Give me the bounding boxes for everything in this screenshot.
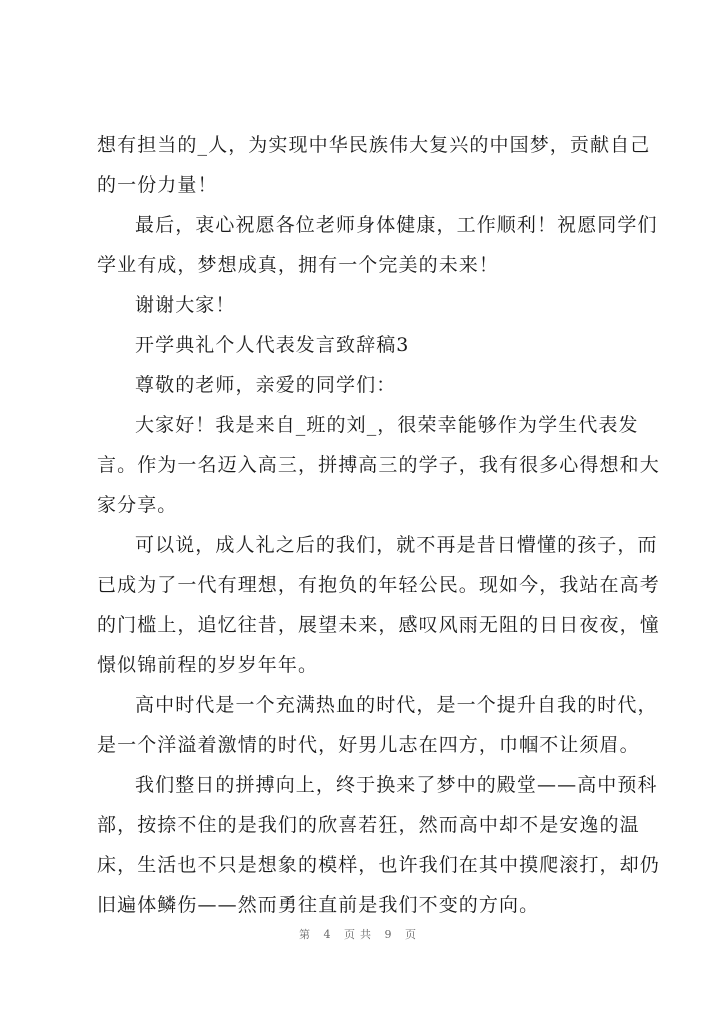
text-line: 最后，衷心祝愿各位老师身体健康，工作顺利！祝愿同学们: [135, 214, 658, 236]
text-line: 憬似锦前程的岁岁年年。: [97, 654, 319, 676]
text-line: 家分享。: [97, 494, 178, 516]
text-line: 想有担当的_人，为实现中华民族伟大复兴的中国梦，贡献自己: [97, 134, 651, 156]
text-line: 高中时代是一个充满热血的时代，是一个提升自我的时代，: [135, 694, 658, 716]
section-title: 开学典礼个人代表发言致辞稿3: [135, 334, 410, 356]
text-line: 大家好！我是来自_班的刘_，很荣幸能够作为学生代表发: [135, 414, 639, 436]
text-line: 的一份力量！: [97, 174, 218, 196]
text-line: 床，生活也不只是想象的模样，也许我们在其中摸爬滚打，却仍: [97, 854, 660, 876]
text-line: 部，按捺不住的是我们的欣喜若狂，然而高中却不是安逸的温: [97, 814, 640, 836]
text-line: 学业有成，梦想成真，拥有一个完美的未来！: [97, 254, 500, 276]
page-number: 第 4 页共 9 页: [299, 928, 421, 941]
text-line: 旧遍体鳞伤——然而勇往直前是我们不变的方向。: [97, 894, 540, 916]
text-line: 是一个洋溢着激情的时代，好男儿志在四方，巾帼不让须眉。: [97, 734, 640, 756]
text-line: 谢谢大家！: [135, 294, 236, 316]
text-line: 我们整日的拼搏向上，终于换来了梦中的殿堂——高中预科: [135, 774, 658, 796]
text-line: 已成为了一代有理想，有抱负的年轻公民。现如今，我站在高考: [97, 574, 660, 596]
text-line: 的门槛上，追忆往昔，展望未来，感叹风雨无阻的日日夜夜，憧: [97, 614, 660, 636]
text-line: 言。作为一名迈入高三，拼搏高三的学子，我有很多心得想和大: [97, 454, 660, 476]
salutation: 尊敬的老师，亲爱的同学们：: [135, 374, 397, 396]
document-body: [97, 125, 660, 925]
text-line: 可以说，成人礼之后的我们，就不再是昔日懵懂的孩子，而: [135, 534, 658, 556]
